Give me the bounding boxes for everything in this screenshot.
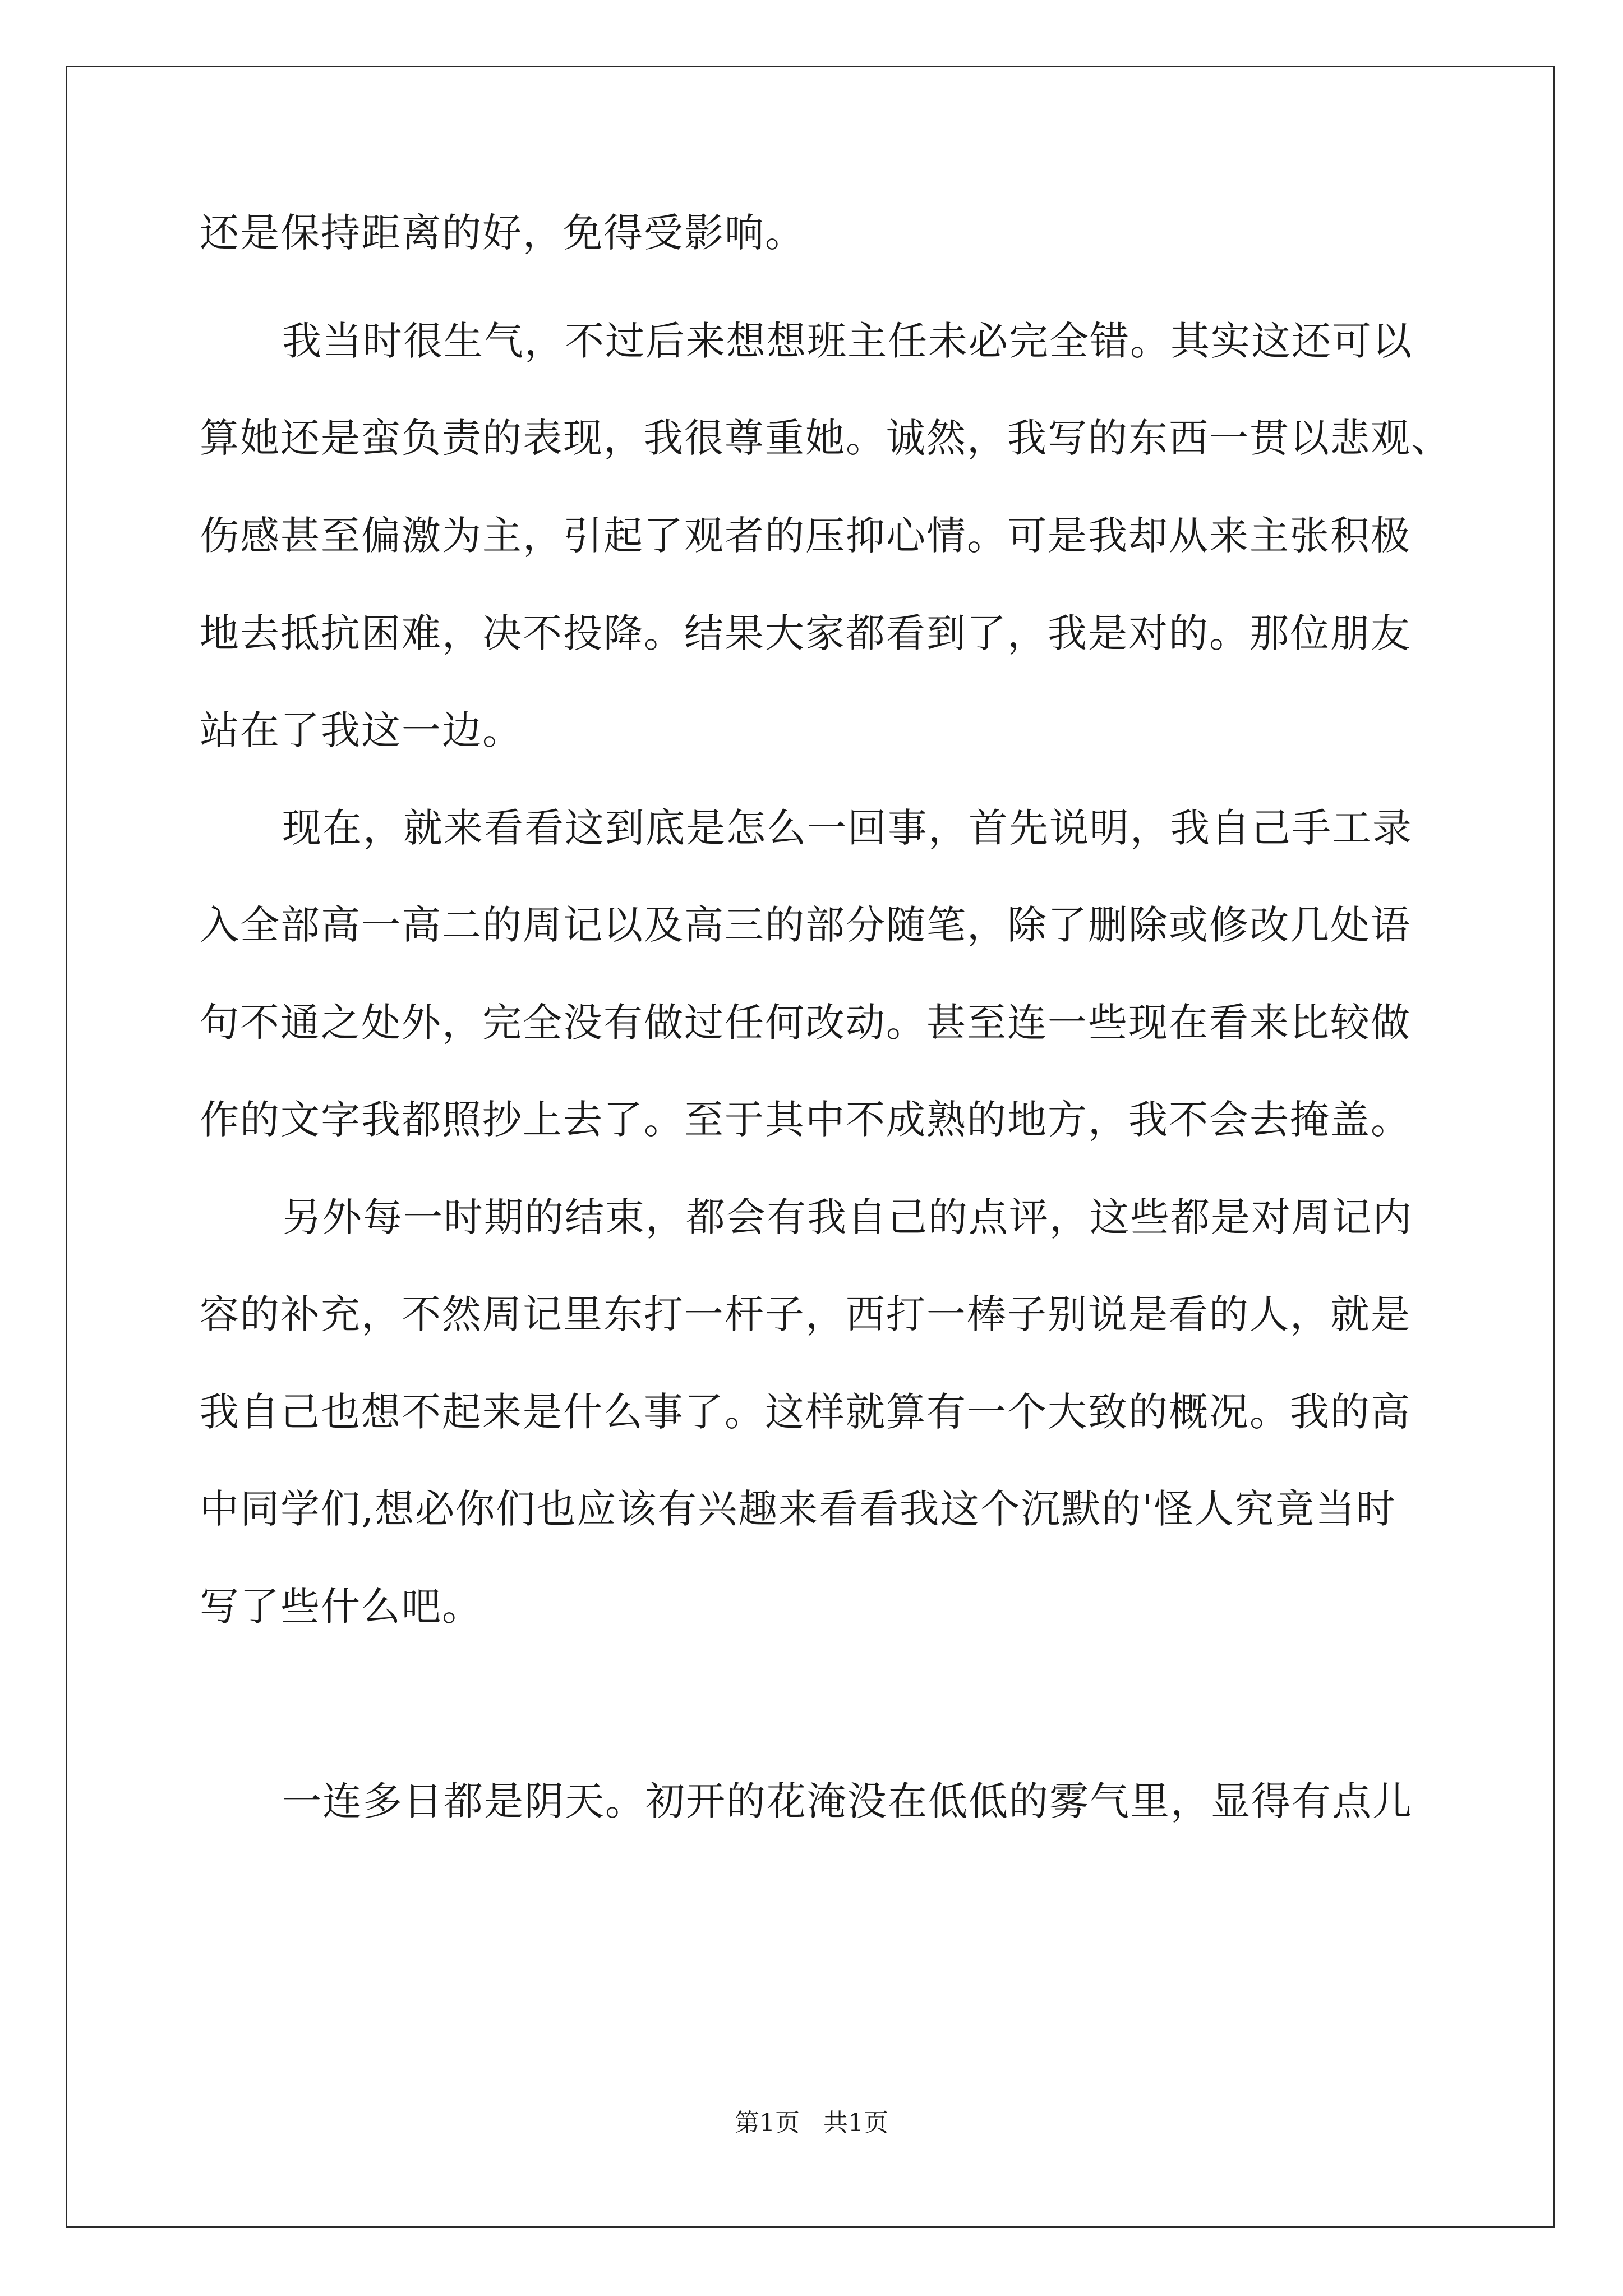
text-line: 写了些什么吧。 (200, 1584, 482, 1630)
text-line: 站在了我这一边。 (200, 707, 523, 753)
page-border (66, 66, 1555, 2228)
text-line: 还是保持距离的好，免得受影响。 (200, 210, 805, 256)
text-line: 另外每一时期的结束，都会有我自己的点评，这些都是对周记内 (282, 1194, 1413, 1240)
text-line: 地去抵抗困难，决不投降。结果大家都看到了，我是对的。那位朋友 (200, 610, 1411, 656)
text-line: 句不通之处外，完全没有做过任何改动。甚至连一些现在看来比较做 (200, 1000, 1411, 1046)
text-line: 作的文字我都照抄上去了。至于其中不成熟的地方，我不会去掩盖。 (200, 1097, 1411, 1143)
page-footer: 第1页 共1页 (735, 2109, 888, 2137)
text-line: 现在，就来看看这到底是怎么一回事，首先说明，我自己手工录 (282, 805, 1413, 851)
text-line: 我自己也想不起来是什么事了。这样就算有一个大致的概况。我的高 (200, 1389, 1411, 1435)
text-line: 中同学们,想必你们也应该有兴趣来看看我这个沉默的'怪人究竟当时 (200, 1486, 1396, 1532)
text-line: 容的补充，不然周记里东打一杆子，西打一棒子别说是看的人，就是 (200, 1291, 1411, 1337)
text-line: 我当时很生气，不过后来想想班主任未必完全错。其实这还可以 (282, 318, 1413, 364)
text-line: 入全部高一高二的周记以及高三的部分随笔，除了删除或修改几处语 (200, 902, 1411, 948)
text-line: 一连多日都是阴天。初开的花淹没在低低的雾气里，显得有点儿 (282, 1778, 1413, 1824)
text-line: 伤感甚至偏激为主，引起了观者的压抑心情。可是我却从来主张积极 (200, 513, 1411, 559)
text-line: 算她还是蛮负责的表现，我很尊重她。诚然，我写的东西一贯以悲观、 (200, 415, 1451, 461)
